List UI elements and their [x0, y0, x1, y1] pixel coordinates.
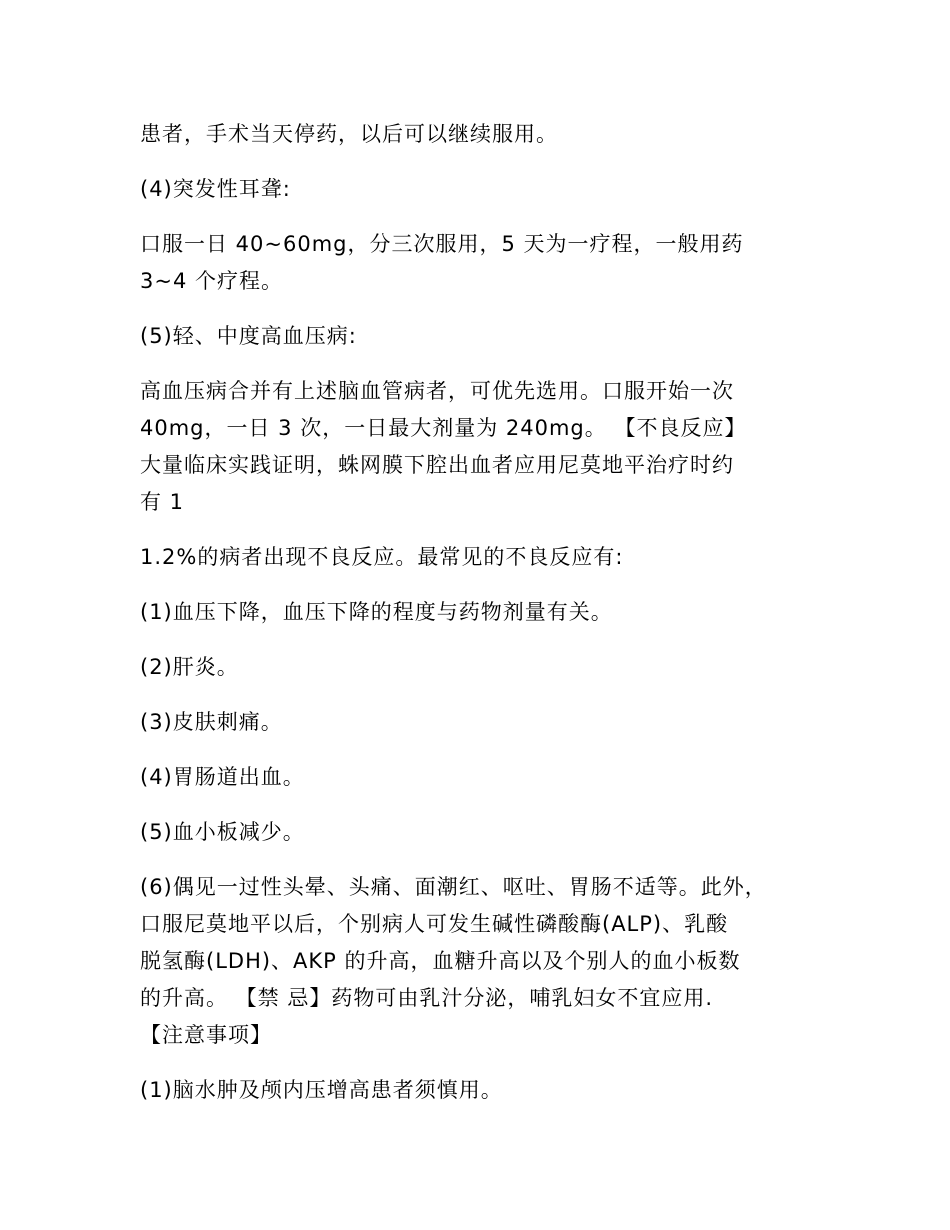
- paragraph: [140, 869, 840, 1054]
- text-line: (6)偶见一过性头晕、头痛、面潮红、呕吐、胃肠不适等。此外，: [140, 875, 767, 899]
- paragraph: [140, 318, 840, 355]
- text-line: 口服一日 40~60mg，分三次服用，5 天为一疗程，一般用药: [140, 232, 744, 256]
- paragraph: [140, 1072, 840, 1109]
- paragraph: [140, 649, 840, 686]
- paragraph: [140, 116, 840, 153]
- text-line: 【注意事项】: [140, 1023, 272, 1047]
- text-line: (5)血小板减少。: [140, 820, 305, 844]
- paragraph: [140, 814, 840, 851]
- text-line: (4)突发性耳聋:: [140, 177, 291, 201]
- text-line: (4)胃肠道出血。: [140, 765, 305, 789]
- paragraph: [140, 226, 840, 300]
- text-line: 患者，手术当天停药，以后可以继续服用。: [140, 122, 558, 146]
- text-line: 脱氢酶(LDH)、AKP 的升高，血糖升高以及个别人的血小板数: [140, 949, 741, 973]
- document-body: [140, 116, 840, 1127]
- paragraph: [140, 594, 840, 631]
- paragraph: [140, 704, 840, 741]
- paragraph: [140, 539, 840, 576]
- paragraph: [140, 171, 840, 208]
- text-line: 口服尼莫地平以后，个别病人可发生碱性磷酸酶(ALP)、乳酸: [140, 912, 729, 936]
- text-line: (5)轻、中度高血压病:: [140, 324, 357, 348]
- text-line: 的升高。 【禁 忌】药物可由乳汁分泌，哺乳妇女不宜应用.: [140, 986, 714, 1010]
- text-line: (1)脑水肿及颅内压增高患者须慎用。: [140, 1078, 503, 1102]
- text-line: 大量临床实践证明，蛛网膜下腔出血者应用尼莫地平治疗时约: [140, 453, 734, 477]
- text-line: (1)血压下降，血压下降的程度与药物剂量有关。: [140, 600, 613, 624]
- text-line: (2)肝炎。: [140, 655, 239, 679]
- text-line: (3)皮肤刺痛。: [140, 710, 283, 734]
- text-line: 1.2%的病者出现不良反应。最常见的不良反应有:: [140, 545, 624, 569]
- paragraph: [140, 759, 840, 796]
- text-line: 有 1: [140, 490, 185, 514]
- text-line: 3~4 个疗程。: [140, 269, 283, 293]
- paragraph: [140, 373, 840, 521]
- text-line: 高血压病合并有上述脑血管病者，可优先选用。口服开始一次: [140, 379, 734, 403]
- text-line: 40mg，一日 3 次，一日最大剂量为 240mg。 【不良反应】: [140, 416, 747, 440]
